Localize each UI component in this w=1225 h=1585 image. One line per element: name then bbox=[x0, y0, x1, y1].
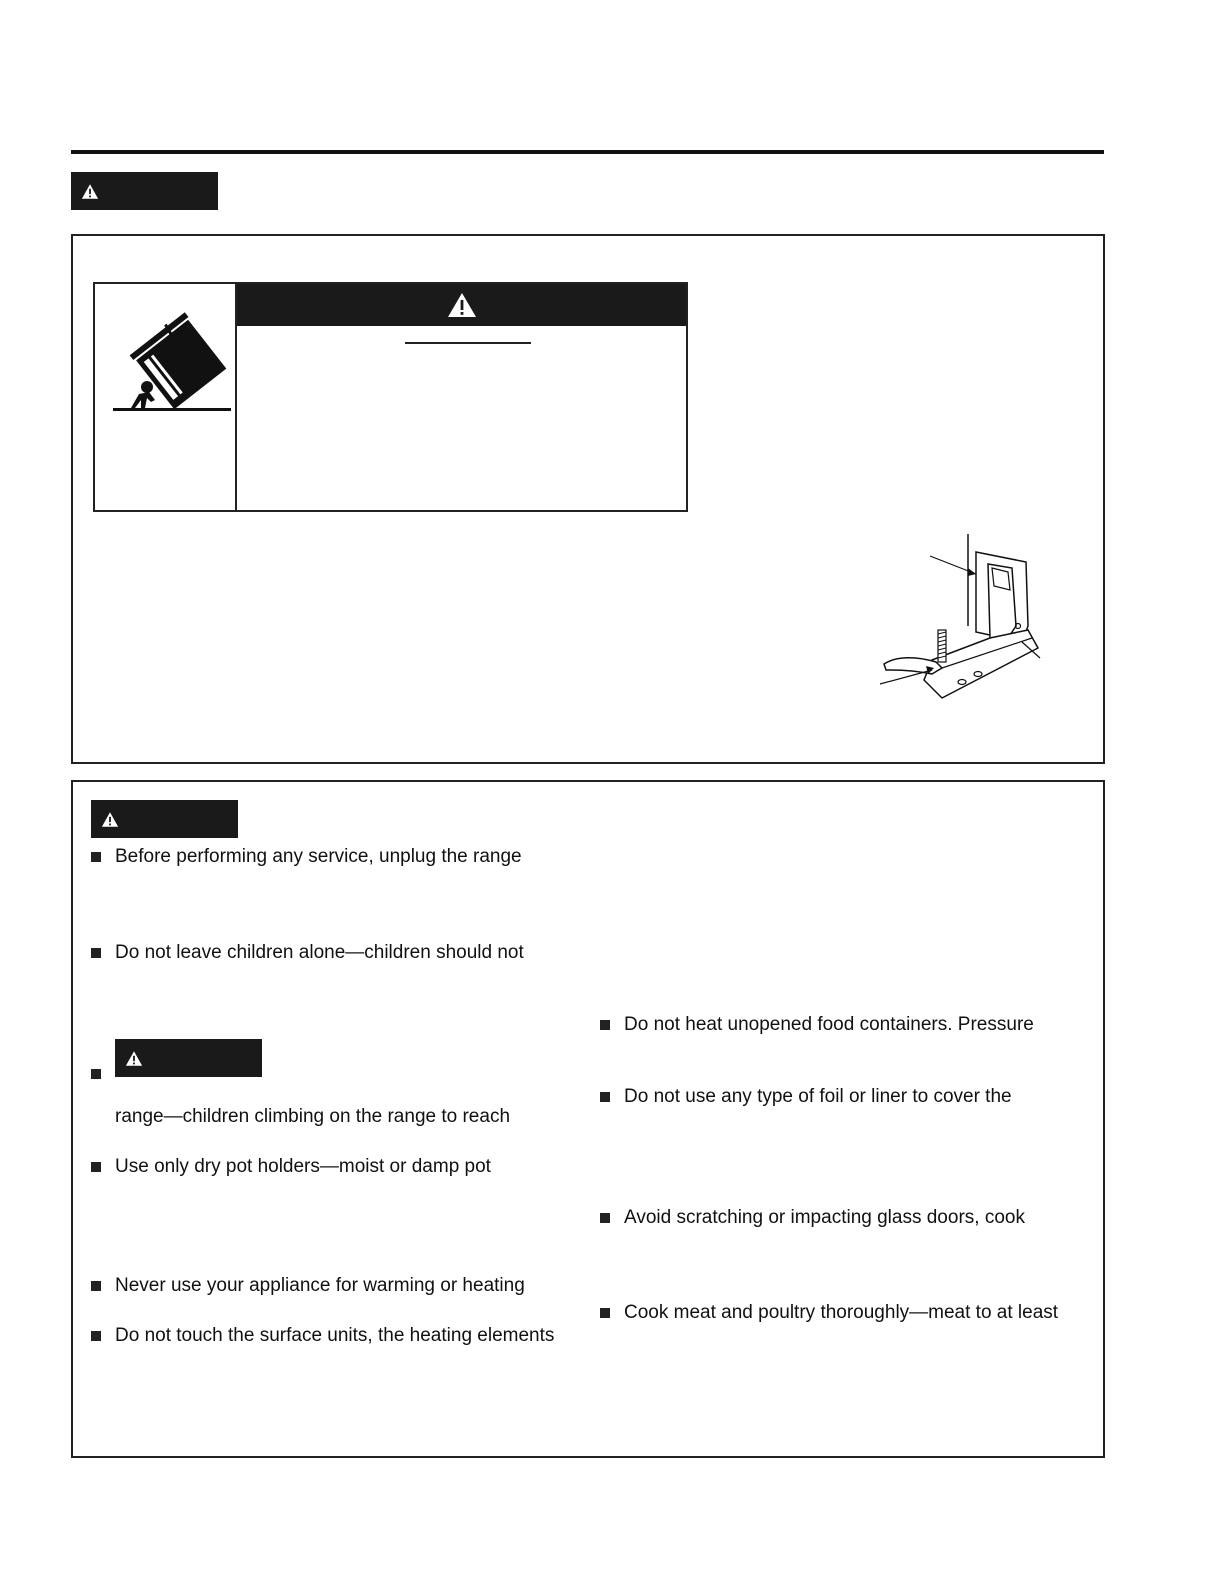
list-item: Do not heat unopened food containers. Pressure bbox=[600, 1013, 1034, 1037]
list-item bbox=[91, 1066, 101, 1084]
warning-label bbox=[71, 172, 218, 210]
tip-over-pictogram-icon bbox=[95, 284, 235, 510]
caution-label bbox=[115, 1039, 262, 1077]
header-rule bbox=[71, 150, 1104, 154]
warning-triangle-icon bbox=[125, 1050, 143, 1067]
warning-triangle-icon bbox=[101, 811, 119, 828]
bullet-icon bbox=[600, 1213, 610, 1223]
tip-over-pictogram bbox=[95, 284, 237, 510]
anti-tip-bracket-illustration bbox=[872, 530, 1052, 710]
list-item-continuation: range—children climbing on the range to reach bbox=[115, 1106, 511, 1127]
list-item: Do not use any type of foil or liner to cover the bbox=[600, 1085, 1012, 1109]
bullet-icon bbox=[91, 1281, 101, 1291]
bullet-icon bbox=[91, 1069, 101, 1079]
bullet-icon bbox=[600, 1020, 610, 1030]
list-item: Do not touch the surface units, the heating elements bbox=[91, 1324, 554, 1348]
bullet-icon bbox=[600, 1092, 610, 1102]
warning-triangle-icon bbox=[81, 183, 99, 200]
list-item: Do not leave children alone—children should not bbox=[91, 941, 524, 965]
list-item: Cook meat and poultry thoroughly—meat to at least bbox=[600, 1301, 1058, 1325]
bullet-icon bbox=[600, 1308, 610, 1318]
bullet-icon bbox=[91, 852, 101, 862]
list-item: Avoid scratching or impacting glass doors, cook bbox=[600, 1206, 1025, 1230]
bullet-icon bbox=[91, 1162, 101, 1172]
bullet-icon bbox=[91, 948, 101, 958]
heading-underline bbox=[405, 342, 531, 344]
bullet-icon bbox=[91, 1331, 101, 1341]
warning-triangle-icon bbox=[447, 292, 477, 318]
list-item: Before performing any service, unplug the range bbox=[91, 845, 522, 869]
tip-over-warning-panel bbox=[93, 282, 688, 512]
warning-label bbox=[91, 800, 238, 838]
warning-band bbox=[237, 284, 686, 326]
list-item: Never use your appliance for warming or heating bbox=[91, 1274, 525, 1298]
list-item: Use only dry pot holders—moist or damp pot bbox=[91, 1155, 491, 1179]
